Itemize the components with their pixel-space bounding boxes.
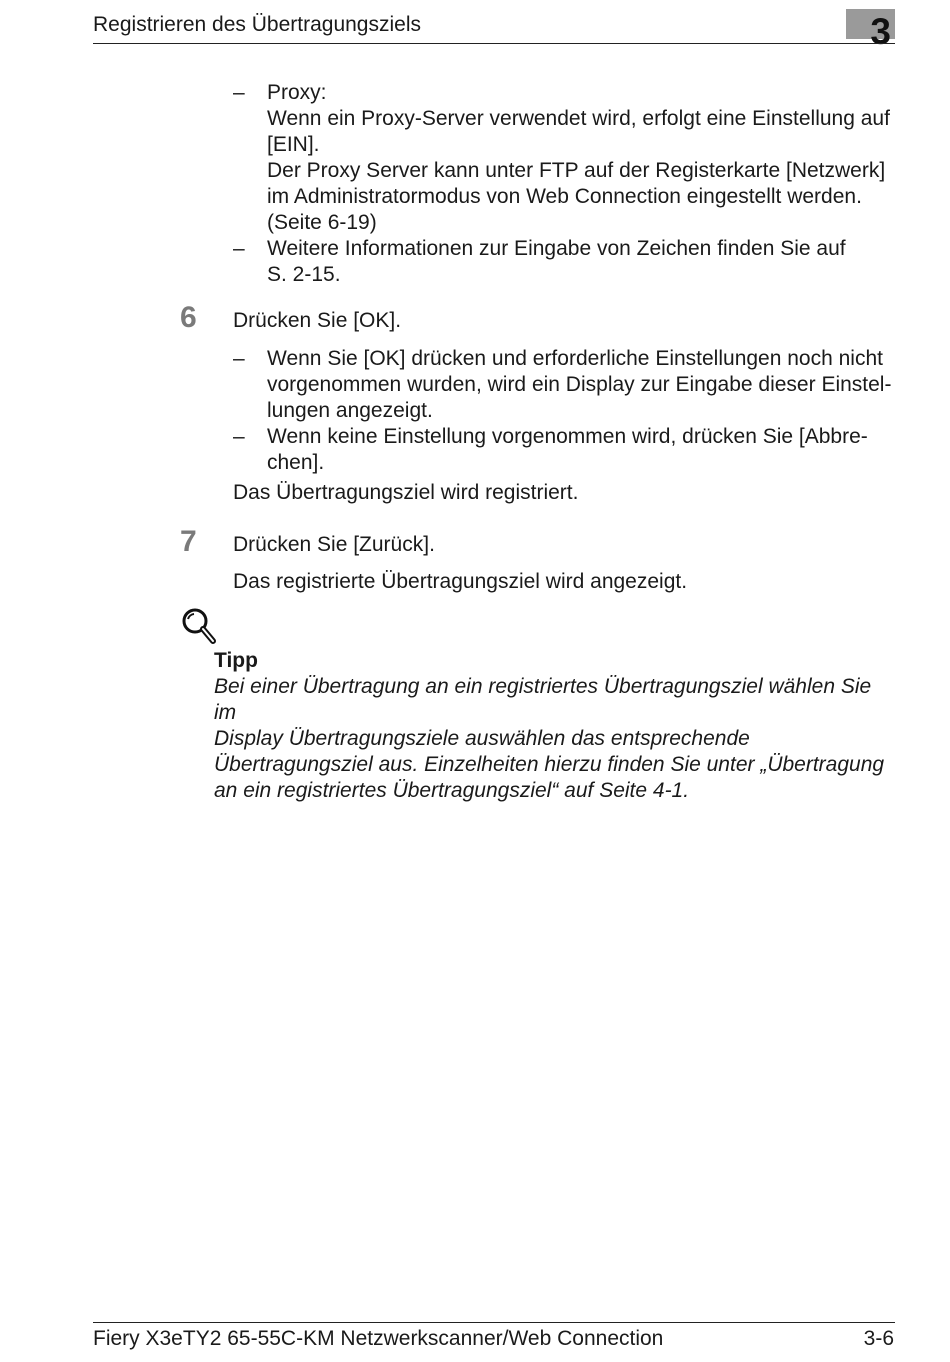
step-7-number: 7 xyxy=(180,525,197,558)
step-6-bullet-2 xyxy=(233,424,898,476)
info-bullet-text xyxy=(267,236,898,288)
chapter-tab xyxy=(846,9,895,52)
text-line: Bei einer Übertragung an ein registriertes Übertragungsziel wählen Sie im xyxy=(214,675,872,724)
text-line: (Seite 6-19) xyxy=(267,211,377,234)
text-line: Wenn keine Einstellung vorgenommen wird, drücken Sie [Abbre- xyxy=(267,425,868,448)
step-6-number: 6 xyxy=(180,301,197,334)
step-7-instruction: Drücken Sie [Zurück]. xyxy=(233,533,435,556)
bullet-dash: – xyxy=(233,347,245,370)
bullet-text xyxy=(267,424,898,476)
text-line: Wenn ein Proxy-Server verwendet wird, erfolgt eine Einstellung auf xyxy=(267,107,890,130)
text-line: an ein registriertes Übertragungsziel“ auf Seite 4-1. xyxy=(214,779,690,802)
text-line: lungen angezeigt. xyxy=(267,399,433,422)
text-line: S. 2-15. xyxy=(267,263,341,286)
text-line: Display Übertragungsziele auswählen das entsprechende xyxy=(214,727,750,750)
text-line: Weitere Informationen zur Eingabe von Zeichen finden Sie auf xyxy=(267,237,846,260)
text-line: Der Proxy Server kann unter FTP auf der Registerkarte [Netzwerk] xyxy=(267,159,886,182)
text-line: Wenn Sie [OK] drücken und erforderliche Einstellungen noch nicht xyxy=(267,347,883,370)
text-line: Proxy: xyxy=(267,81,327,104)
footer-divider xyxy=(93,1322,895,1323)
text-line: chen]. xyxy=(267,451,325,474)
step-6-bullet-1 xyxy=(233,346,898,424)
header-title: Registrieren des Übertragungsziels xyxy=(93,13,421,36)
chapter-number: 3 xyxy=(870,11,891,52)
step-7-result: Das registrierte Übertragungsziel wird angezeigt. xyxy=(233,570,688,593)
header-divider xyxy=(93,43,895,44)
step-6-instruction: Drücken Sie [OK]. xyxy=(233,309,402,332)
page-number: 3-6 xyxy=(863,1327,894,1350)
text-line: vorgenommen wurden, wird ein Display zur Eingabe dieser Einstel- xyxy=(267,373,892,396)
proxy-bullet-text xyxy=(267,80,898,236)
info-bullet-item xyxy=(233,236,898,288)
step-6-result: Das Übertragungsziel wird registriert. xyxy=(233,481,579,504)
text-line: Übertragungsziel aus. Einzelheiten hierzu finden Sie unter „Übertragung xyxy=(214,753,885,776)
bullet-dash: – xyxy=(233,237,245,260)
proxy-bullet-item xyxy=(233,80,898,236)
tip-label: Tipp xyxy=(214,649,258,672)
text-line: [EIN]. xyxy=(267,133,320,156)
tip-text xyxy=(214,674,899,804)
bullet-dash: – xyxy=(233,81,245,104)
bullet-dash: – xyxy=(233,425,245,448)
text-line: im Administratormodus von Web Connection eingestellt werden. xyxy=(267,185,862,208)
magnifier-icon xyxy=(180,607,220,647)
footer-title: Fiery X3eTY2 65-55C-KM Netzwerkscanner/Web Connection xyxy=(93,1327,664,1350)
bullet-text xyxy=(267,346,898,424)
